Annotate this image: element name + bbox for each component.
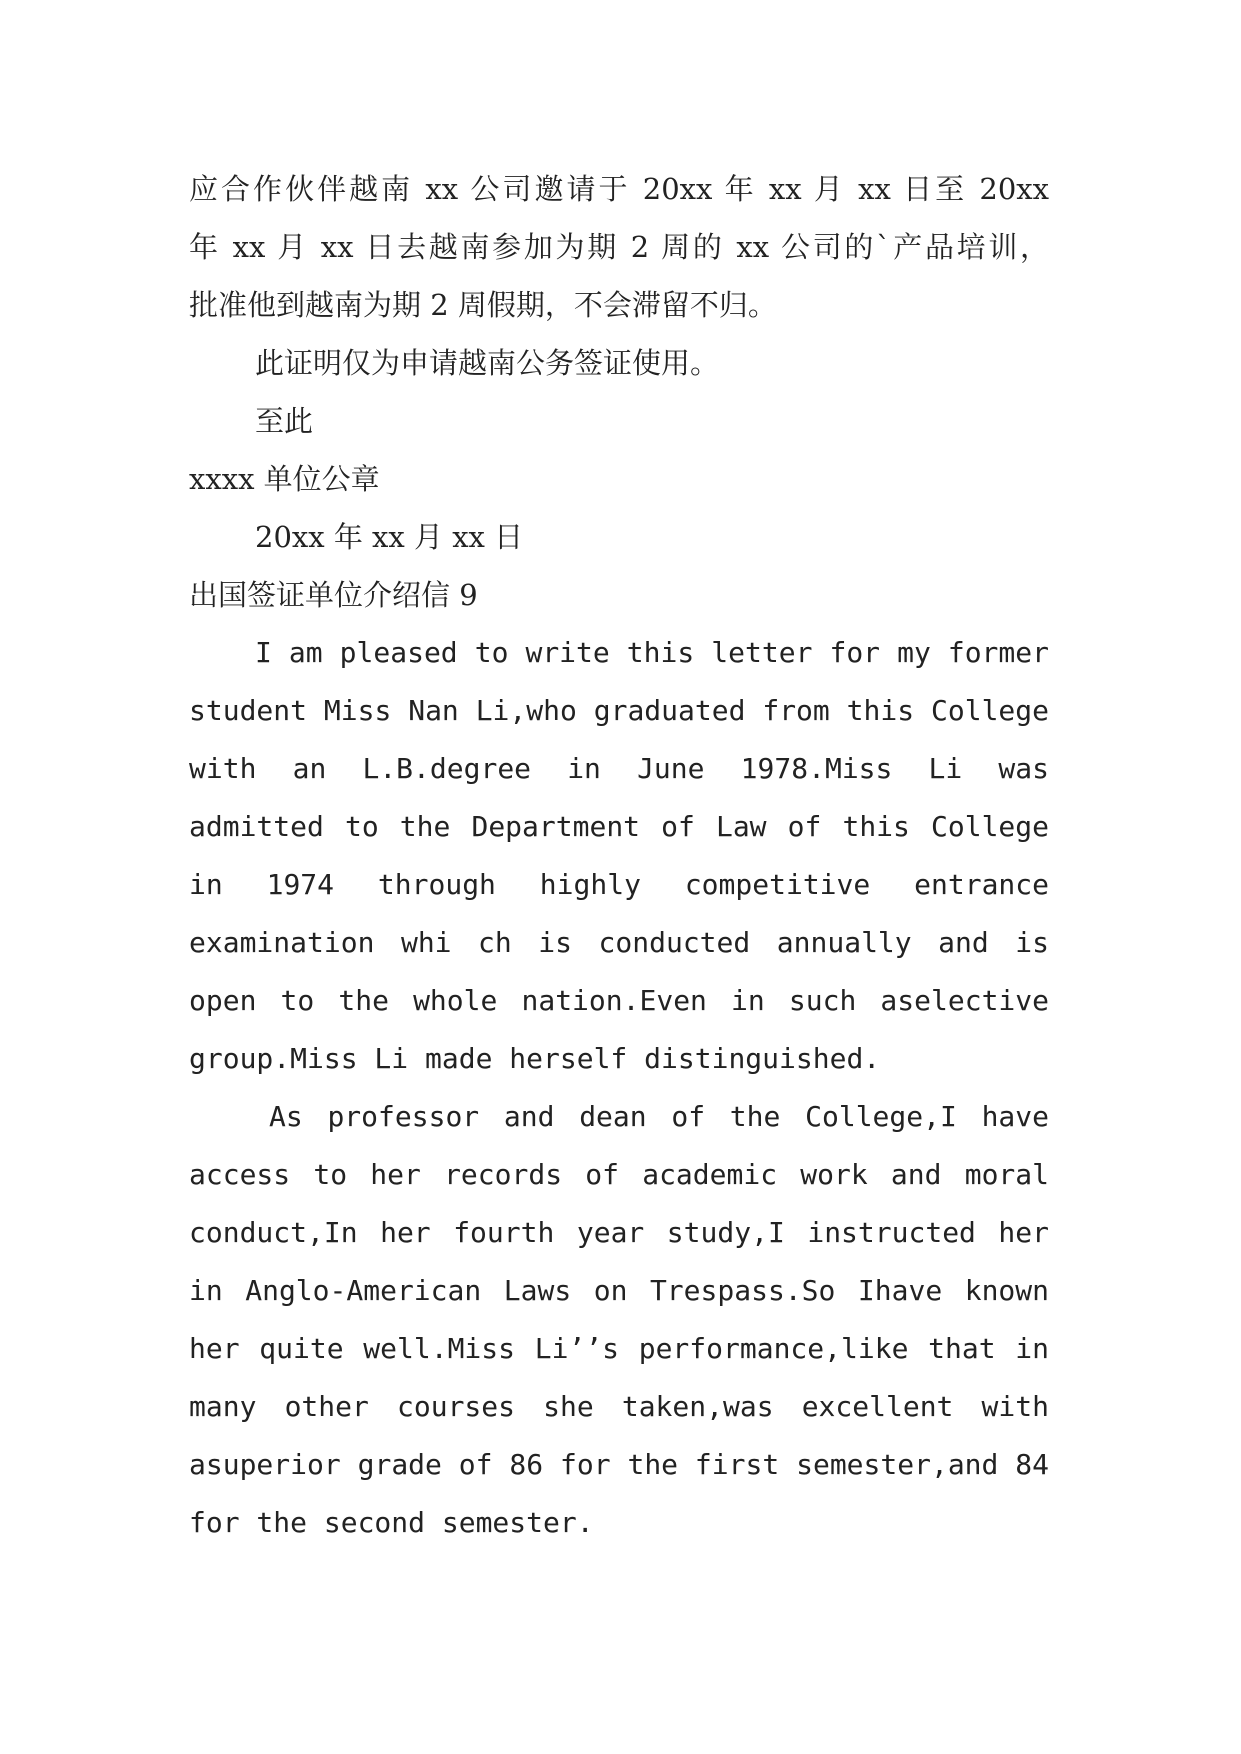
section-heading: 出国签证单位介绍信 9 bbox=[189, 578, 478, 612]
seal-text: xxxx 单位公章 bbox=[189, 462, 380, 496]
text-line: open to the whole nation.Even in such aselective bbox=[189, 984, 1049, 1017]
text-line: for the second semester. bbox=[189, 1506, 594, 1539]
text-line: with an L.B.degree in June 1978.Miss Li was bbox=[189, 752, 1049, 785]
chinese-paragraph-2: 此证明仅为申请越南公务签证使用。 bbox=[255, 346, 720, 380]
text-line: her quite well.Miss Li’’s performance,like that in bbox=[189, 1332, 1049, 1365]
text-line: access to her records of academic work and moral bbox=[189, 1158, 1049, 1191]
text-line: student Miss Nan Li,who graduated from this College bbox=[189, 694, 1049, 727]
letter-body bbox=[189, 160, 1049, 1552]
chinese-paragraph-1 bbox=[189, 160, 1049, 334]
text-line: 应合作伙伴越南 xx 公司邀请于 20xx 年 xx 月 xx 日至 20xx bbox=[189, 172, 1049, 206]
text-line: asuperior grade of 86 for the first semester,and 84 bbox=[189, 1448, 1049, 1481]
text-line: 批准他到越南为期 2 周假期，不会滞留不归。 bbox=[189, 288, 777, 322]
text-line: I am pleased to write this letter for my former bbox=[255, 636, 1049, 669]
text-line: As professor and dean of the College,I have bbox=[269, 1100, 1049, 1133]
text-line: many other courses she taken,was excellent with bbox=[189, 1390, 1049, 1423]
text-line: examination whi ch is conducted annually and is bbox=[189, 926, 1049, 959]
closing-text: 至此 bbox=[255, 404, 314, 438]
text-line: admitted to the Department of Law of this College bbox=[189, 810, 1049, 843]
text-line: in Anglo-American Laws on Trespass.So Ihave known bbox=[189, 1274, 1049, 1307]
text-line: group.Miss Li made herself distinguished. bbox=[189, 1042, 881, 1075]
text-line: in 1974 through highly competitive entrance bbox=[189, 868, 1049, 901]
text-line: conduct,In her fourth year study,I instructed her bbox=[189, 1216, 1049, 1249]
date-text: 20xx 年 xx 月 xx 日 bbox=[255, 520, 524, 554]
english-paragraph-2 bbox=[189, 1088, 1049, 1552]
text-line: 年 xx 月 xx 日去越南参加为期 2 周的 xx 公司的`产品培训， bbox=[189, 230, 1049, 264]
english-paragraph-1 bbox=[189, 624, 1049, 1088]
